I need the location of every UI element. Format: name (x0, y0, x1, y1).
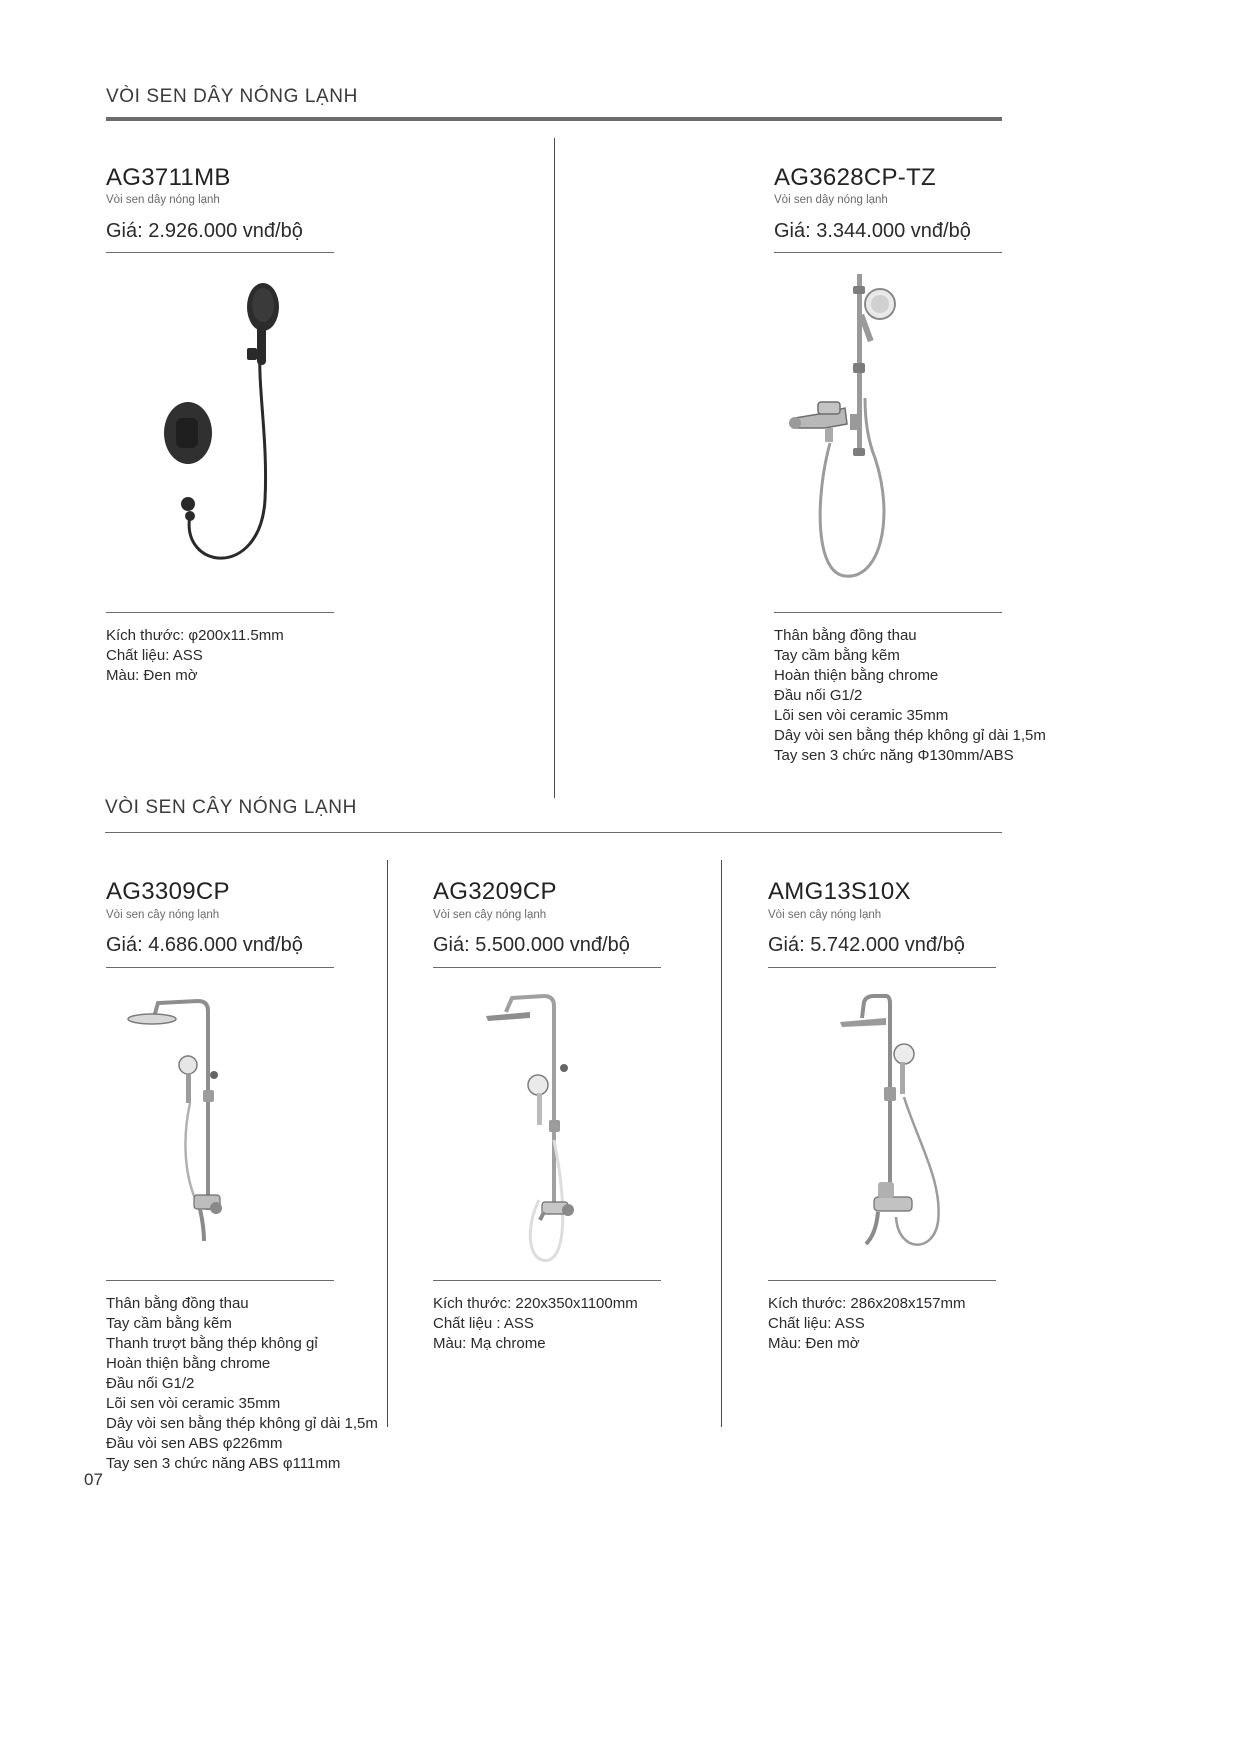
black-concealed-shower-image (150, 270, 330, 590)
price-divider (106, 967, 334, 968)
chrome-shower-column-white-hose-image (484, 990, 584, 1265)
product-price: Giá: 4.686.000 vnđ/bộ (106, 934, 303, 956)
product-price: Giá: 3.344.000 vnđ/bộ (774, 220, 971, 242)
spec-line: Tay cầm bằng kẽm (106, 1315, 232, 1332)
spec-line: Kích thước: 286x208x157mm (768, 1295, 966, 1312)
product-subtitle: Vòi sen cây nóng lạnh (106, 909, 220, 921)
spec-line: Tay sen 3 chức năng ABS φ111mm (106, 1455, 341, 1472)
specs-divider (106, 612, 334, 613)
spec-line: Hoàn thiện bằng chrome (774, 667, 939, 684)
spec-line: Thân bằng đồng thau (106, 1295, 249, 1312)
product-price: Giá: 5.500.000 vnđ/bộ (433, 934, 630, 956)
specs-divider (768, 1280, 996, 1281)
spec-line: Lõi sen vòi ceramic 35mm (106, 1395, 281, 1412)
spec-line: Tay cầm bằng kẽm (774, 647, 900, 664)
spec-line: Dây vòi sen bằng thép không gỉ dài 1,5m (774, 727, 1046, 744)
page-number: 07 (84, 1470, 103, 1489)
price-divider (774, 252, 1002, 253)
specs-divider (433, 1280, 661, 1281)
spec-line: Màu: Đen mờ (768, 1335, 860, 1352)
spec-line: Màu: Mạ chrome (433, 1335, 546, 1352)
price-divider (433, 967, 661, 968)
price-divider (106, 252, 334, 253)
product-model: AG3711MB (106, 164, 231, 191)
product-model: AG3309CP (106, 878, 230, 905)
column-divider (387, 860, 388, 1427)
product-subtitle: Vòi sen dây nóng lạnh (774, 194, 888, 206)
spec-line: Thanh trượt bằng thép không gỉ (106, 1335, 318, 1352)
product-subtitle: Vòi sen dây nóng lạnh (106, 194, 220, 206)
specs-divider (106, 1280, 334, 1281)
spec-line: Kích thước: φ200x11.5mm (106, 627, 284, 644)
product-specs (106, 1294, 378, 1474)
column-divider (554, 138, 555, 798)
product-specs (106, 626, 284, 686)
section-title-wall-shower: VÒI SEN DÂY NÓNG LẠNH (106, 86, 358, 107)
spec-line: Lõi sen vòi ceramic 35mm (774, 707, 949, 724)
section-title-column-shower: VÒI SEN CÂY NÓNG LẠNH (105, 797, 357, 818)
product-price: Giá: 2.926.000 vnđ/bộ (106, 220, 303, 242)
spec-line: Dây vòi sen bằng thép không gỉ dài 1,5m (106, 1415, 378, 1432)
spec-line: Hoàn thiện bằng chrome (106, 1355, 271, 1372)
spec-line: Màu: Đen mờ (106, 667, 198, 684)
chrome-shower-column-image (128, 995, 248, 1260)
product-model: AG3628CP-TZ (774, 164, 937, 191)
spec-line: Đầu vòi sen ABS φ226mm (106, 1435, 283, 1452)
spec-line: Chất liệu : ASS (433, 1315, 534, 1332)
product-specs (768, 1294, 965, 1354)
spec-line: Đầu nối G1/2 (106, 1375, 195, 1392)
column-divider (721, 860, 722, 1427)
spec-line: Chất liệu: ASS (768, 1315, 865, 1332)
product-subtitle: Vòi sen cây nóng lạnh (768, 909, 882, 921)
product-model: AG3209CP (433, 878, 557, 905)
section-divider (105, 832, 1002, 833)
specs-divider (774, 612, 1002, 613)
spec-line: Kích thước: 220x350x1100mm (433, 1295, 638, 1312)
spec-line: Thân bằng đồng thau (774, 627, 917, 644)
chrome-shower-column-tap-image (838, 992, 948, 1262)
product-subtitle: Vòi sen cây nóng lạnh (433, 909, 547, 921)
product-price: Giá: 5.742.000 vnđ/bộ (768, 934, 965, 956)
spec-line: Tay sen 3 chức năng Φ130mm/ABS (774, 747, 1014, 764)
section-divider (106, 117, 1002, 121)
price-divider (768, 967, 996, 968)
product-specs (433, 1294, 638, 1354)
chrome-slide-bar-shower-image (785, 268, 925, 583)
spec-line: Chất liệu: ASS (106, 647, 203, 664)
product-specs (774, 626, 1046, 766)
product-model: AMG13S10X (768, 878, 911, 905)
spec-line: Đầu nối G1/2 (774, 687, 863, 704)
